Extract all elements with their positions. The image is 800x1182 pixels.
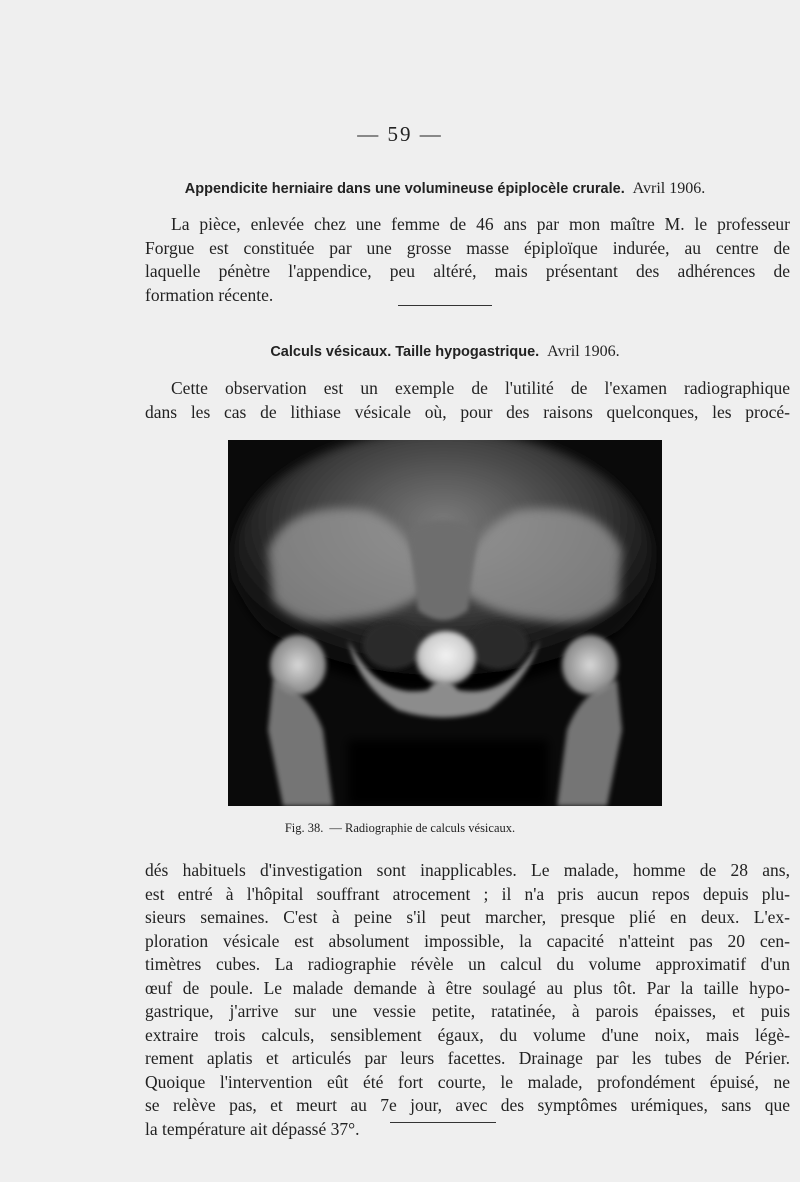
text-line: est entré à l'hôpital souffrant atrocement ; il n'a pris aucun repos depuis plu- — [145, 883, 790, 904]
text-line: gastrique, j'arrive sur une vessie petite, ratatinée, à parois épaisses, et puis — [145, 1001, 790, 1021]
text-line: dés habituels d'investigation sont inapplicables. Le malade, homme de 28 ans, — [145, 860, 790, 880]
figure-caption-text: — Radiographie de calculs vésicaux. — [329, 821, 516, 835]
section-heading-calculs — [150, 343, 740, 361]
figure-caption — [0, 821, 800, 836]
text-line: la température ait dépassé 37°. — [145, 1118, 360, 1139]
section-divider — [398, 305, 492, 306]
text-line: se relève pas, et meurt au 7e jour, avec des symptômes urémiques, sans que — [145, 1095, 790, 1115]
text-line: La pièce, enlevée chez une femme de 46 ans par mon maître M. le professeur — [171, 214, 790, 234]
text-line: extraire trois calculs, sensiblement égaux, du volume d'une noix, mais légè- — [145, 1024, 790, 1045]
text-line: laquelle pénètre l'appendice, peu altéré, mais présentant des adhérences de — [145, 261, 790, 281]
text-line: sieurs semaines. C'est à peine s'il peut marcher, presque plié en deux. L'ex- — [145, 907, 790, 927]
section-divider — [390, 1122, 496, 1123]
section-date: Avril 1906. — [547, 343, 620, 360]
section-title: Calculs vésicaux. Taille hypogastrique. — [270, 344, 540, 360]
paragraph-calculs-body — [145, 859, 790, 1141]
page-number: — 59 — — [357, 122, 443, 146]
paragraph-appendicite — [145, 213, 790, 307]
text-line: formation récente. — [145, 284, 274, 305]
text-line: timètres cubes. La radiographie révèle un calcul du volume approximatif d'un — [145, 954, 790, 974]
text-line: Cette observation est un exemple de l'utilité de l'examen radiographique — [171, 378, 790, 398]
section-heading-appendicite — [150, 180, 740, 198]
radiograph-image — [228, 440, 662, 806]
text-line: ploration vésicale est absolument impossible, la capacité n'atteint pas 20 cen- — [145, 930, 790, 951]
text-line: dans les cas de lithiase vésicale où, pour des raisons quelconques, les procé- — [145, 401, 790, 422]
section-date: Avril 1906. — [632, 180, 706, 197]
text-line: Quoique l'intervention eût été fort courte, le malade, profondément épuisé, ne — [145, 1071, 790, 1092]
text-line: rement aplatis et articulés par leurs facettes. Drainage par les tubes de Périer. — [145, 1048, 790, 1068]
section-title: Appendicite herniaire dans une volumineuse épiplocèle crurale. — [184, 181, 625, 197]
text-line: Forgue est constituée par une grosse masse épiploïque indurée, au centre de — [145, 237, 790, 258]
paragraph-calculs-intro — [145, 377, 790, 424]
text-line: œuf de poule. Le malade demande à être soulagé au plus tôt. Par la taille hypo- — [145, 977, 790, 998]
radiograph-figure — [228, 440, 662, 806]
figure-label: Fig. 38. — [284, 821, 324, 835]
